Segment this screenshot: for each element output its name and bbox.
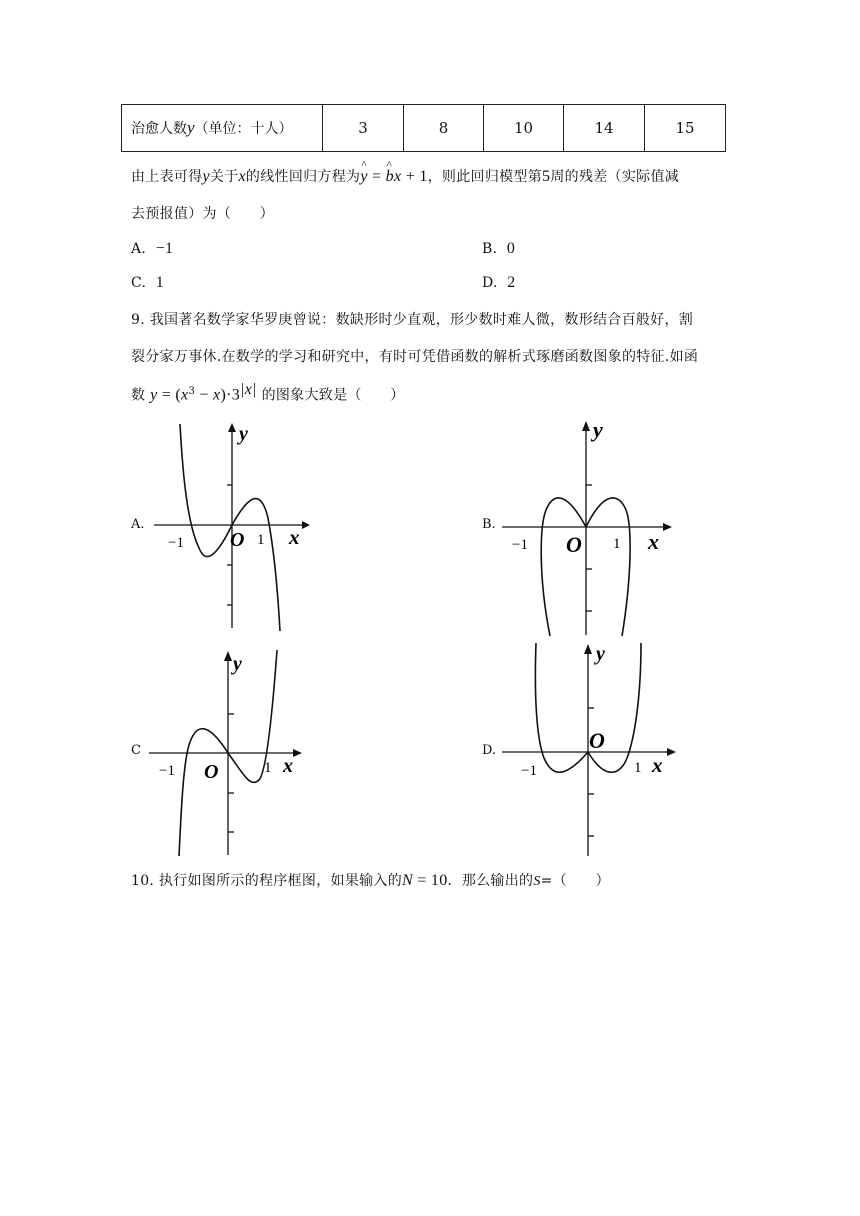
x-axis-arrow (667, 748, 676, 756)
y-axis-label: y (239, 423, 248, 445)
y-axis-arrow (228, 423, 236, 432)
option-letter: D. (482, 275, 498, 291)
option-letter: C. (131, 275, 147, 291)
function-curve (180, 424, 280, 631)
tick-label-neg: −1 (521, 763, 537, 779)
y-axis-arrow (582, 421, 590, 431)
graph-a[interactable] (150, 420, 310, 632)
x-axis-arrow (663, 523, 672, 531)
q8-text: 周的残差（实际值减 (550, 169, 680, 185)
option-value: 0 (506, 240, 516, 257)
q9-line-2: 裂分家万事休.在数学的学习和研究中，有时可凭借函数的解析式琢磨函数图象的特征.如函 (131, 349, 699, 365)
option-letter: B. (482, 241, 498, 257)
x-axis-label: x (648, 529, 659, 554)
formula-power: 3 (188, 386, 196, 397)
q8-eq-tail: + 1 (401, 168, 428, 185)
origin-label: O (589, 728, 605, 753)
q8-eq-bhat: ^ b (386, 168, 394, 186)
formula-part: − (195, 386, 214, 404)
origin-label: O (230, 529, 245, 551)
x-axis-label: x (283, 755, 293, 777)
x-axis-label: x (652, 753, 663, 777)
formula-y: y (150, 386, 158, 404)
q8-var-y: y (202, 168, 210, 185)
q8-text: 由上表可得 (131, 169, 203, 185)
q9-text: 数 (131, 387, 151, 404)
table-row (122, 105, 726, 152)
function-curve-left (541, 498, 586, 636)
formula-part: = ( (157, 386, 182, 404)
q10-text: =（ ） (540, 873, 610, 889)
y-axis-label: y (233, 653, 242, 675)
q10-var-s: S (533, 874, 541, 889)
graph-d-label: D. (482, 743, 497, 758)
y-axis-label: y (593, 417, 603, 442)
tick-label-pos: 1 (264, 760, 272, 776)
graph-a-label: A. (131, 517, 145, 532)
option-value: −1 (155, 240, 174, 257)
graph-c[interactable] (147, 645, 305, 857)
row-label-prefix: 治愈人数 (131, 121, 187, 137)
table-cell: 3 (323, 105, 404, 152)
q10-text: 10. 执行如图所示的程序框图，如果输入的 (131, 873, 403, 889)
tick-label-neg: −1 (168, 535, 184, 551)
row-label-var: y (187, 118, 195, 137)
option-letter: A. (131, 241, 147, 257)
table-cell: 8 (404, 105, 484, 152)
q8-eq-yhat: ^ y (360, 168, 367, 186)
tick-label-pos: 1 (257, 532, 265, 548)
formula-x: x (213, 386, 221, 404)
graph-d[interactable] (500, 640, 678, 858)
table-cell: 14 (564, 105, 645, 152)
y-axis-arrow (224, 651, 232, 661)
q10-eq: = 10 (413, 872, 448, 889)
q10-text: ．那么输出的 (447, 873, 534, 889)
q10-line (131, 870, 610, 890)
option-value: 1 (155, 274, 165, 291)
q8-eq-equals: = (367, 168, 386, 185)
q9-text: 的图象大致是（ ） (256, 387, 405, 404)
recovery-table (121, 104, 726, 152)
q9-line-3 (131, 381, 405, 405)
q8-var-x: x (238, 168, 246, 185)
graph-c-label: C (131, 743, 141, 758)
q8-option-b[interactable] (482, 240, 515, 258)
q8-eq-x: x (393, 168, 402, 185)
q8-option-c[interactable] (131, 274, 164, 292)
q8-text: ，则此回归模型第 (427, 169, 543, 185)
q8-week: 5 (542, 168, 551, 185)
tick-label-pos: 1 (613, 536, 621, 552)
function-curve-right (586, 498, 630, 636)
q8-line-2: 去预报值）为（ ） (131, 206, 274, 222)
origin-label: O (204, 761, 219, 783)
q8-text: 关于 (209, 169, 239, 185)
x-axis-label: x (289, 525, 300, 549)
q8-option-a[interactable] (131, 240, 173, 258)
option-value: 2 (507, 274, 516, 291)
y-axis-arrow (584, 644, 592, 654)
q10-var-n: N (402, 872, 413, 889)
x-axis-arrow (302, 521, 310, 529)
graph-b-label: B. (482, 517, 496, 532)
origin-label: O (566, 532, 582, 557)
table-cell: 15 (645, 105, 726, 152)
tick-label-neg: −1 (159, 763, 175, 779)
tick-label-pos: 1 (634, 760, 642, 776)
q8-text: 的线性回归方程为 (245, 169, 361, 185)
row-header (122, 105, 323, 152)
x-axis-arrow (293, 749, 302, 757)
formula-part: )·3 (220, 386, 241, 404)
graph-b[interactable] (500, 415, 672, 637)
tick-label-neg: −1 (512, 537, 528, 553)
table-cell: 10 (484, 105, 564, 152)
formula-x: x (181, 386, 189, 404)
formula-abs-exponent: |x| (240, 381, 257, 398)
function-curve-left (535, 643, 588, 772)
q8-line-1 (131, 166, 679, 186)
q8-option-d[interactable] (482, 274, 516, 292)
y-axis-label: y (596, 643, 605, 665)
row-label-unit: （单位：十人） (194, 121, 293, 137)
q9-line-1: 9. 我国著名数学家华罗庚曾说：数缺形时少直观，形少数时难人微，数形结合百般好，割 (131, 312, 694, 328)
